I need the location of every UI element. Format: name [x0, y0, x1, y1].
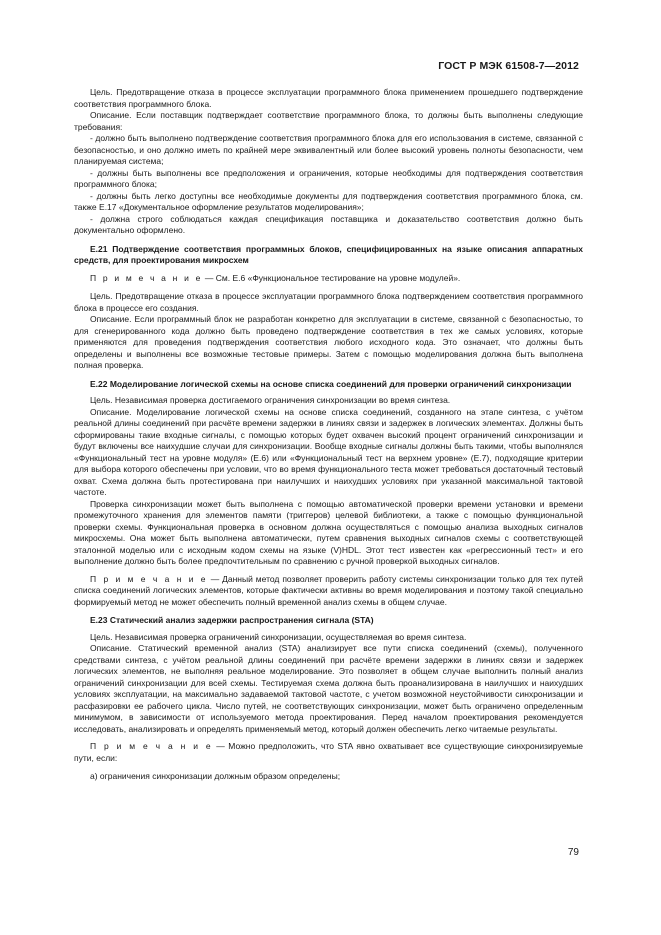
paragraph: Описание. Если поставщик подтверждает соответствие программного блока, то должны быть выполнены следующие требования: — [74, 110, 583, 132]
paragraph: Описание. Если программный блок не разработан конкретно для эксплуатации в системе, связанной с безопасностью, то для сгенерированного кода должно быть проведено подтверждение соответствия в тех же самых условиях, которые применяются для проведения подтверждения соответствия любого исходного кода. Это означает, что должны быть определены и выполнены все возможные тестовые примеры. Затем с помощью моделирования должна быть выполнена полная проверка. — [74, 314, 583, 370]
list-item: - должна строго соблюдаться каждая спецификация поставщика и доказательство соответствия должно быть документально оформлено. — [74, 213, 583, 235]
list-item: - должны быть легко доступны все необходимые документы для подтверждения соответствия программного блока, см. также Е.17 «Документальное оформление результатов моделирования»; — [74, 190, 583, 212]
paragraph: Цель. Независимая проверка ограничений синхронизации, осуществляемая во время синтеза. — [90, 631, 467, 642]
page-header-title: ГОСТ Р МЭК 61508-7—2012 — [438, 60, 579, 72]
note — [74, 273, 583, 285]
list-item: a) ограничения синхронизации должным образом определены; — [90, 771, 341, 781]
list-item: - должны быть выполнены все предположения и ограничения, которые необходимы для подтверждения соответствия программного блока; — [74, 167, 583, 189]
paragraph: Описание. Статический временной анализ (STA) анализирует все пути списка соединений (схемы), полученного средствами синтеза, с учётом реальной длины соединений при расчёте времени задержки в линиях связи и задержек логических элементов, не выполняя реальное моделирование. Это позволяет в общем случае выполнить полный анализ ограничений синхронизации для всей схемы. Тестируемая схема должна быть проанализирована в наилучших и наихудших условиях эксплуатации, на максимально задаваемой тактовой частоте, с учетом возможной неустойчивости синхронизации и расфазировки ее рабочего цикла. Число путей, не соответствующих синхронизации, может быть ограничено определенным минимумом, в зависимости от используемого метода проектирования. Перед началом проектирования рекомендуется исследовать, анализировать и определять применяемый метод, который должен обеспечить легко читаемые результаты. — [74, 643, 583, 734]
note — [74, 741, 583, 764]
paragraph: Цель. Предотвращение отказа в процессе эксплуатации программного блока применением прошедшего подтверждение соответствия программного блока. — [74, 87, 583, 109]
note-text: — См. Е.6 «Функциональное тестирование на уровне модулей». — [202, 272, 461, 283]
paragraph: Цель. Предотвращение отказа в процессе эксплуатации программного блока подтверждением соответствия программного блока в процессе его создания. — [74, 291, 583, 313]
section-heading-e22: Е.22 Моделирование логической схемы на основе списка соединений для проверки ограничений синхронизации — [90, 378, 572, 389]
note-label: П р и м е ч а н и е — [90, 741, 213, 751]
section-heading-e23: Е.23 Статический анализ задержки распространения сигнала (STA) — [90, 615, 374, 625]
paragraph: Цель. Независимая проверка достигаемого ограничения синхронизации во время синтеза. — [90, 395, 451, 405]
note-text: — Данный метод позволяет проверить работу системы синхронизации только для тех путей списка соединений логических элементов, которые фактически активны во время моделирования и поэтому такой специально формируемый метод не может обеспечить полный временной анализ схемы в общем случае. — [74, 573, 583, 607]
section-heading-e21: Е.21 Подтверждение соответствия программных блоков, специфицированных на языке описания аппаратных средств, для проектирования микросхем — [74, 243, 583, 265]
page-number: 79 — [567, 847, 579, 858]
paragraph: Описание. Моделирование логической схемы на основе списка соединений, созданного на этапе синтеза, с учётом реальной длины соединений при расчёте времени задержки в линиях связи и задержек в логических элементах. Должны быть сформированы такие входные сигналы, с помощью которых будет охвачен высокий процент ограничений синхронизации и будут включены все наихудшие случаи для синхронизации. Вообще входные сигналы должны быть такими, чтобы выполнялся «Функциональный тест на уровне модуля» (Е.6) или «Функциональный тест на верхнем уровне» (Е.7), подходящие критерии для выбора которого обеспечены при условии, что во время функционального теста может требоваться достаточный тестовый охват. Схема должна быть протестирована при наилучших и наихудших условиях при указанной максимальной тактовой частоте. — [74, 406, 583, 497]
paragraph: Проверка синхронизации может быть выполнена с помощью автоматической проверки времени установки и времени промежуточного хранения для элементов памяти (триггеров) целевой библиотеки, а также с помощью функциональной проверки схемы. Функциональная проверка в основном должна осуществляться с помощью анализа выходных сигналов микросхемы. Она может быть выполнена автоматически, путем сравнения выходных сигналов схемы с соответствующей эталонной моделью или с исходным кодом схемы на языке (V)HDL. Этот тест известен как «регрессионный тест» и его выполнение должно быть более предпочтительным по сравнению с ручной проверкой выходных сигналов. — [74, 498, 583, 566]
note-label: П р и м е ч а н и е — [90, 573, 208, 584]
document-body — [74, 87, 583, 783]
note — [74, 574, 583, 609]
note-label: П р и м е ч а н и е — [90, 272, 203, 283]
list-item: - должно быть выполнено подтверждение соответствия программного блока для его использования в системе, связанной с безопасностью, и оно должно иметь по крайней мере эквивалентный или более высокий уровень полноты безопасности, чем планируемая система; — [74, 133, 583, 166]
note-text: — Можно предположить, что STA явно охватывает все существующие синхронизируемые пути, если: — [74, 741, 583, 763]
